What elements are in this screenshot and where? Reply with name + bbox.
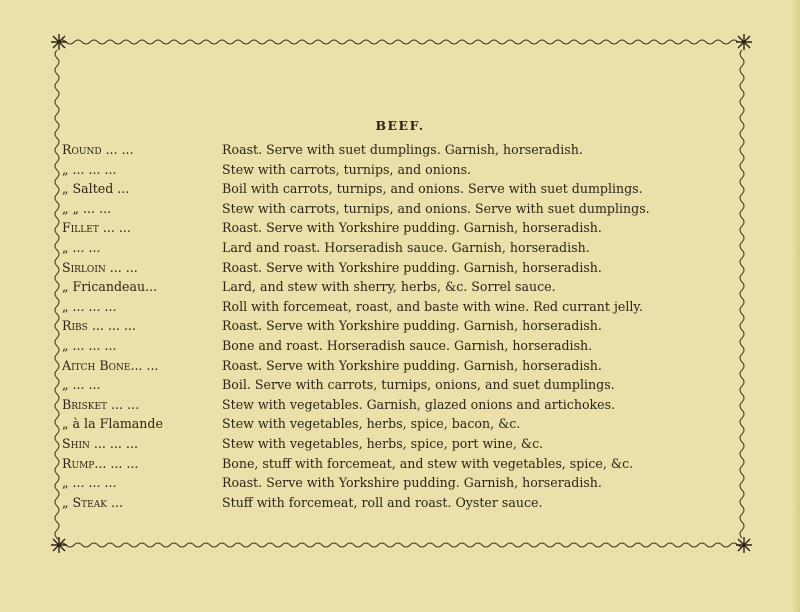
- cooking-method: Bone and roast. Horseradish sauce. Garnish, horseradish.: [222, 337, 593, 353]
- cooking-method: Stew with vegetables. Garnish, glazed onions and artichokes.: [222, 396, 616, 412]
- bottom-border-rule: [58, 540, 742, 550]
- cut-name: „ „ ... ...: [62, 200, 112, 216]
- cut-name: „ ... ... ...: [62, 161, 117, 177]
- cooking-method: Boil. Serve with carrots, turnips, onions, and suet dumplings.: [222, 377, 615, 393]
- cut-name: Aitch Bone... ...: [62, 357, 159, 373]
- cooking-method: Stew with vegetables, herbs, spice, port wine, &c.: [222, 435, 544, 451]
- cut-name: Round ... ...: [62, 142, 134, 157]
- cut-name: „ Steak ...: [62, 494, 123, 510]
- cooking-method: Stew with carrots, turnips, and onions. Serve with suet dumplings.: [222, 200, 650, 216]
- table-row: [62, 199, 742, 219]
- corner-ornament-icon: [735, 33, 753, 51]
- table-row: [62, 160, 742, 180]
- cooking-method: Lard and roast. Horseradish sauce. Garnish, horseradish.: [222, 239, 590, 255]
- cooking-method: Roll with forcemeat, roast, and baste with wine. Red currant jelly.: [222, 298, 643, 314]
- cooking-method: Roast. Serve with Yorkshire pudding. Garnish, horseradish.: [222, 259, 602, 275]
- cooking-method: Roast. Serve with Yorkshire pudding. Garnish, horseradish.: [222, 475, 602, 491]
- cut-name: „ ... ...: [62, 239, 101, 255]
- page-edge-shadow: [792, 0, 800, 612]
- table-row: [62, 140, 742, 160]
- cut-name: „ Fricandeau...: [62, 279, 158, 295]
- cut-name: Shin ... ... ...: [62, 435, 138, 451]
- cut-name: „ ... ... ...: [62, 337, 117, 353]
- cut-name: „ Salted ...: [62, 181, 130, 197]
- cooking-method: Stew with vegetables, herbs, spice, bacon, &c.: [222, 416, 521, 432]
- cooking-method: Roast. Serve with Yorkshire pudding. Garnish, horseradish.: [222, 357, 602, 373]
- cut-name: „ ... ... ...: [62, 475, 117, 491]
- cut-name: Ribs ... ... ...: [62, 318, 136, 334]
- table-row: [62, 336, 742, 356]
- table-row: [62, 375, 742, 395]
- recipe-table: [62, 140, 742, 512]
- cut-name: Sirloin ... ...: [62, 259, 138, 275]
- table-row: [62, 356, 742, 376]
- cut-name: Brisket ... ...: [62, 396, 140, 412]
- table-row: [62, 297, 742, 317]
- table-row: [62, 218, 742, 238]
- table-row: [62, 414, 742, 434]
- cooking-method: Lard, and stew with sherry, herbs, &c. Sorrel sauce.: [222, 279, 556, 295]
- table-row: [62, 238, 742, 258]
- cut-name: Rump... ... ...: [62, 455, 139, 471]
- table-row: [62, 179, 742, 199]
- cut-name: „ ... ... ...: [62, 298, 117, 314]
- cooking-method: Boil with carrots, turnips, and onions. Serve with suet dumplings.: [222, 181, 643, 197]
- table-row: [62, 316, 742, 336]
- cooking-method: Stuff with forcemeat, roll and roast. Oyster sauce.: [222, 494, 543, 510]
- table-row: [62, 473, 742, 493]
- table-row: [62, 277, 742, 297]
- cooking-method: Stew with carrots, turnips, and onions.: [222, 161, 472, 177]
- table-row: [62, 493, 742, 513]
- cooking-method: Roast. Serve with Yorkshire pudding. Garnish, horseradish.: [222, 318, 602, 334]
- table-row: [62, 258, 742, 278]
- cooking-method: Bone, stuff with forcemeat, and stew with vegetables, spice, &c.: [222, 455, 634, 471]
- table-row: [62, 434, 742, 454]
- cut-name: Fillet ... ...: [62, 220, 131, 236]
- top-border-rule: [58, 37, 742, 47]
- cooking-method: Roast. Serve with suet dumplings. Garnish, horseradish.: [222, 142, 583, 157]
- cooking-method: Roast. Serve with Yorkshire pudding. Garnish, horseradish.: [222, 220, 602, 236]
- table-row: [62, 395, 742, 415]
- corner-ornament-icon: [50, 536, 68, 554]
- corner-ornament-icon: [735, 536, 753, 554]
- section-heading: BEEF.: [375, 118, 425, 133]
- cut-name: „ à la Flamande: [62, 416, 163, 432]
- table-row: [62, 454, 742, 474]
- cut-name: „ ... ...: [62, 377, 101, 393]
- corner-ornament-icon: [50, 33, 68, 51]
